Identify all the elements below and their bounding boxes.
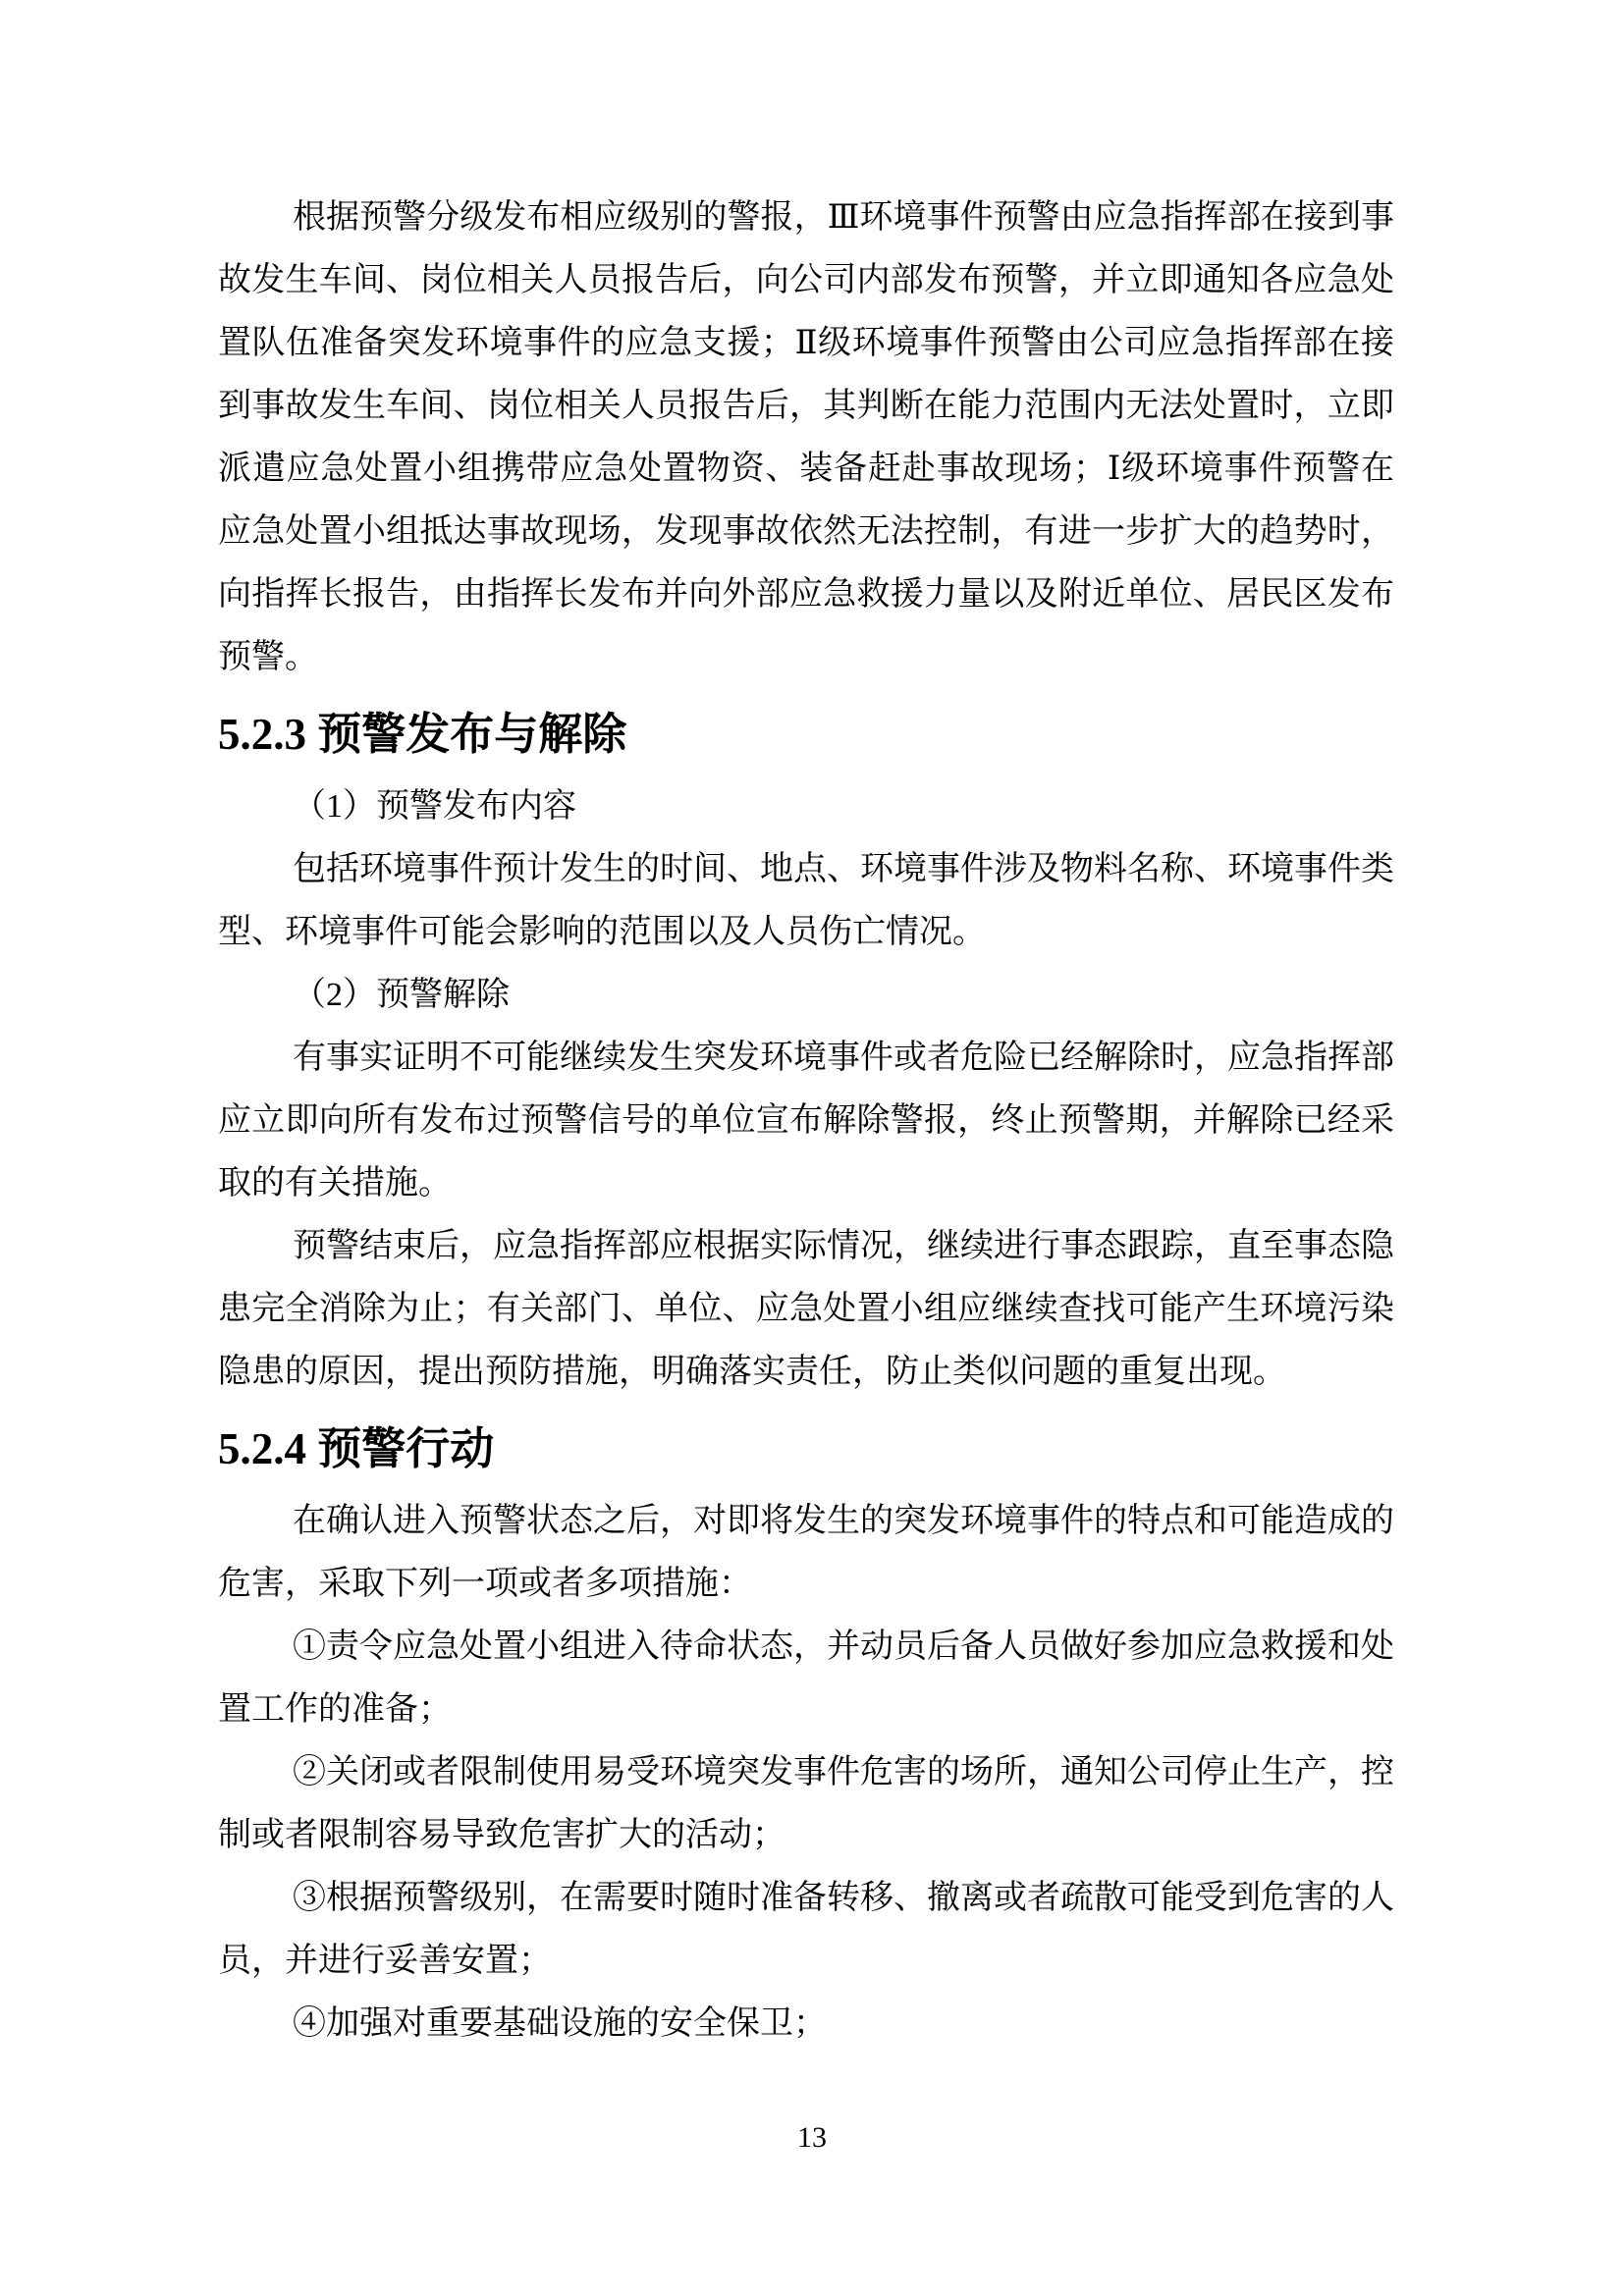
page-number: 13 <box>797 2121 827 2154</box>
paragraph-release-conditions: 有事实证明不可能继续发生突发环境事件或者危险已经解除时，应急指挥部应立即向所有发布过预警信号的单位宣布解除警报，终止预警期，并解除已经采取的有关措施。 <box>218 1040 1394 1201</box>
paragraph-measure-1: ①责令应急处置小组进入待命状态，并动员后备人员做好参加应急救援和处置工作的准备； <box>218 1629 1394 1728</box>
page-footer <box>0 2120 1624 2156</box>
paragraph-item-1-title: （1）预警发布内容 <box>293 788 576 825</box>
paragraph-release-content: 包括环境事件预计发生的时间、地点、环境事件涉及物料名称、环境事件类型、环境事件可能会影响的范围以及人员伤亡情况。 <box>218 851 1394 950</box>
paragraph-warning-actions-intro: 在确认进入预警状态之后，对即将发生的突发环境事件的特点和可能造成的危害，采取下列一项或者多项措施： <box>218 1503 1394 1602</box>
paragraph-item-2-title: （2）预警解除 <box>293 977 510 1013</box>
paragraph-warning-levels: 根据预警分级发布相应级别的警报，Ⅲ环境事件预警由应急指挥部在接到事故发生车间、岗位相关人员报告后，向公司内部发布预警，并立即通知各应急处置队伍准备突发环境事件的应急支援；Ⅱ级环境事件预警由公司应急指挥部在接到事故发生车间、岗位相关人员报告后，其判断在能力范围内无法处置时，立即派遣应急处置小组携带应急处置物资、装备赶赴事故现场；Ⅰ级环境事件预警在应急处置小组抵达事故现场，发现事故依然无法控制，有进一步扩大的趋势时，向指挥长报告，由指挥长发布并向外部应急救援力量以及附近单位、居民区发布预警。 <box>218 199 1394 675</box>
heading-5-2-4: 5.2.4 预警行动 <box>218 1424 495 1473</box>
paragraph-measure-3: ③根据预警级别，在需要时随时准备转移、撤离或者疏散可能受到危害的人员，并进行妥善安置； <box>218 1880 1394 1979</box>
document-content <box>218 187 1394 2056</box>
heading-5-2-3: 5.2.3 预警发布与解除 <box>218 710 627 759</box>
paragraph-measure-4: ④加强对重要基础设施的安全保卫； <box>293 2005 827 2042</box>
paragraph-measure-2: ②关闭或者限制使用易受环境突发事件危害的场所，通知公司停止生产，控制或者限制容易导致危害扩大的活动； <box>218 1754 1394 1853</box>
paragraph-post-warning-followup: 预警结束后，应急指挥部应根据实际情况，继续进行事态跟踪，直至事态隐患完全消除为止；有关部门、单位、应急处置小组应继续查找可能产生环境污染隐患的原因，提出预防措施，明确落实责任，防止类似问题的重复出现。 <box>218 1228 1394 1390</box>
